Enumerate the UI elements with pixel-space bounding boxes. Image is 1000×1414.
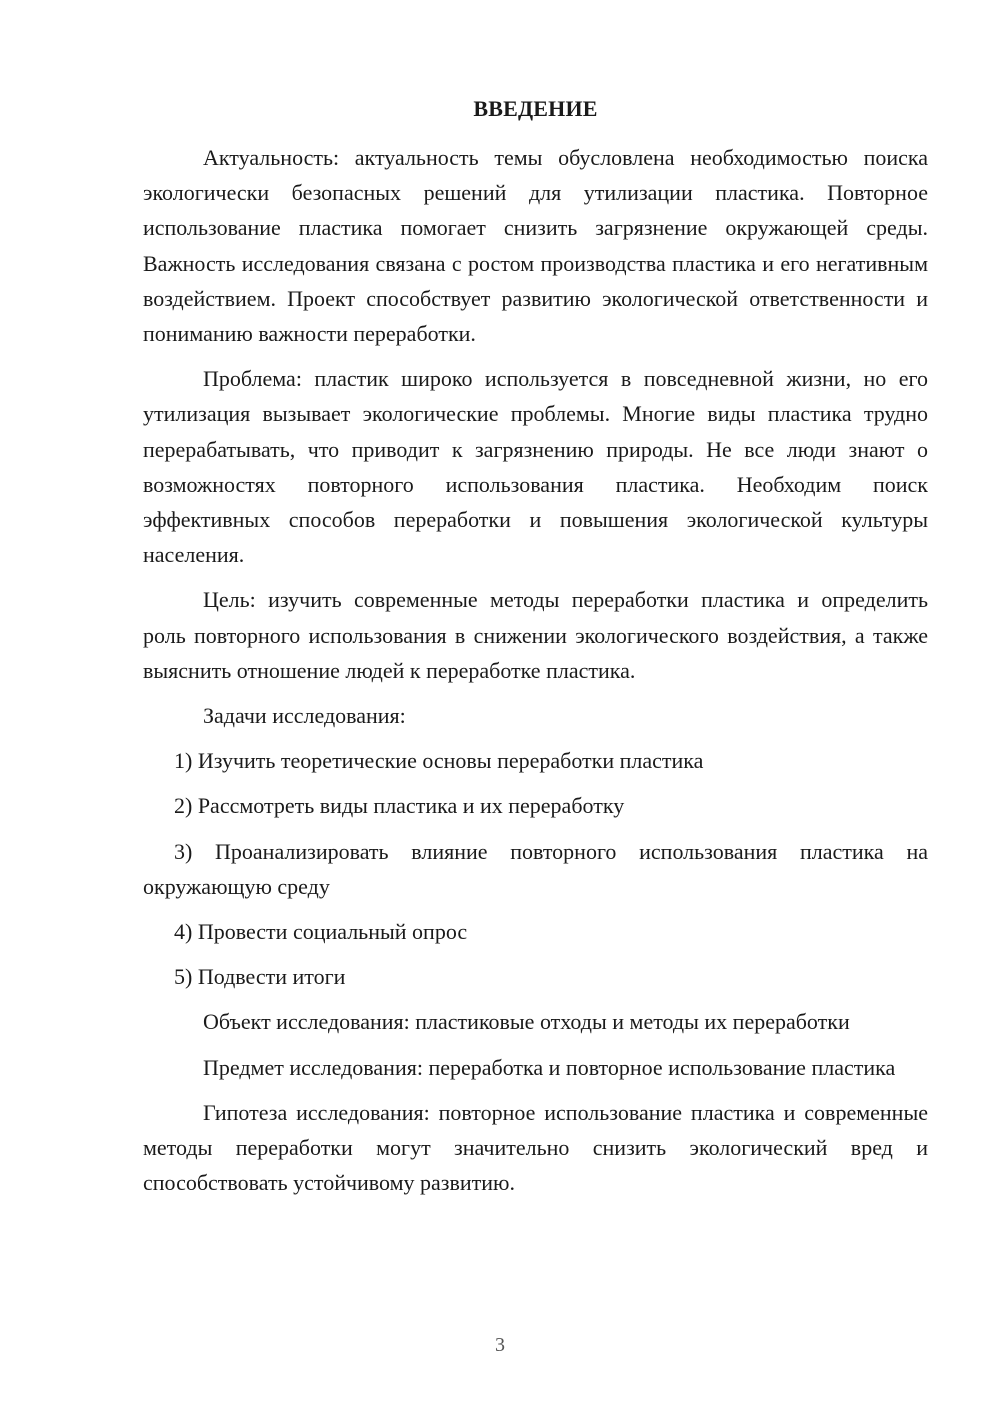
task-item-5: 5) Подвести итоги [174,964,346,990]
page-title: ВВЕДЕНИЕ [473,96,598,121]
problem-paragraph: Проблема: пластик широко используется в повседневной жизни, но его утилизация вызывает экологические проблемы. Многие виды пластика трудно перерабатывать, что приводит к загрязнению природы. Не все люди знают о возможностях повторного использования пластика. Необходим поиск эффективных способов переработки и повышения экологической культуры населения. [143,366,928,568]
hypothesis-paragraph: Гипотеза исследования: повторное использование пластика и современные методы переработки могут значительно снизить экологический вред и способствовать устойчивому развитию. [143,1099,928,1196]
task-item-2: 2) Рассмотреть виды пластика и их переработку [174,793,625,819]
subject-paragraph: Предмет исследования: переработка и повторное использование пластика [203,1054,896,1080]
task-item-3: 3) Проанализировать влияние повторного использования пластика на окружающую среду [143,838,928,899]
document-page [143,92,928,1200]
task-item-4: 4) Провести социальный опрос [174,919,468,945]
page-number: 3 [495,1334,505,1356]
tasks-heading: Задачи исследования: [203,703,406,729]
task-item-1: 1) Изучить теоретические основы переработки пластика [174,748,704,774]
relevance-paragraph: Актуальность: актуальность темы обусловлена необходимостью поиска экологически безопасных решений для утилизации пластика. Повторное использование пластика помогает снизить загрязнение окружающей среды. Важность исследования связана с ростом производства пластика и его негативным воздействием. Проект способствует развитию экологической ответственности и пониманию важности переработки. [143,145,928,347]
goal-paragraph: Цель: изучить современные методы переработки пластика и определить роль повторного использования в снижении экологического воздействия, а также выяснить отношение людей к переработке пластика. [143,587,928,683]
object-paragraph: Объект исследования: пластиковые отходы и методы их переработки [203,1009,850,1035]
